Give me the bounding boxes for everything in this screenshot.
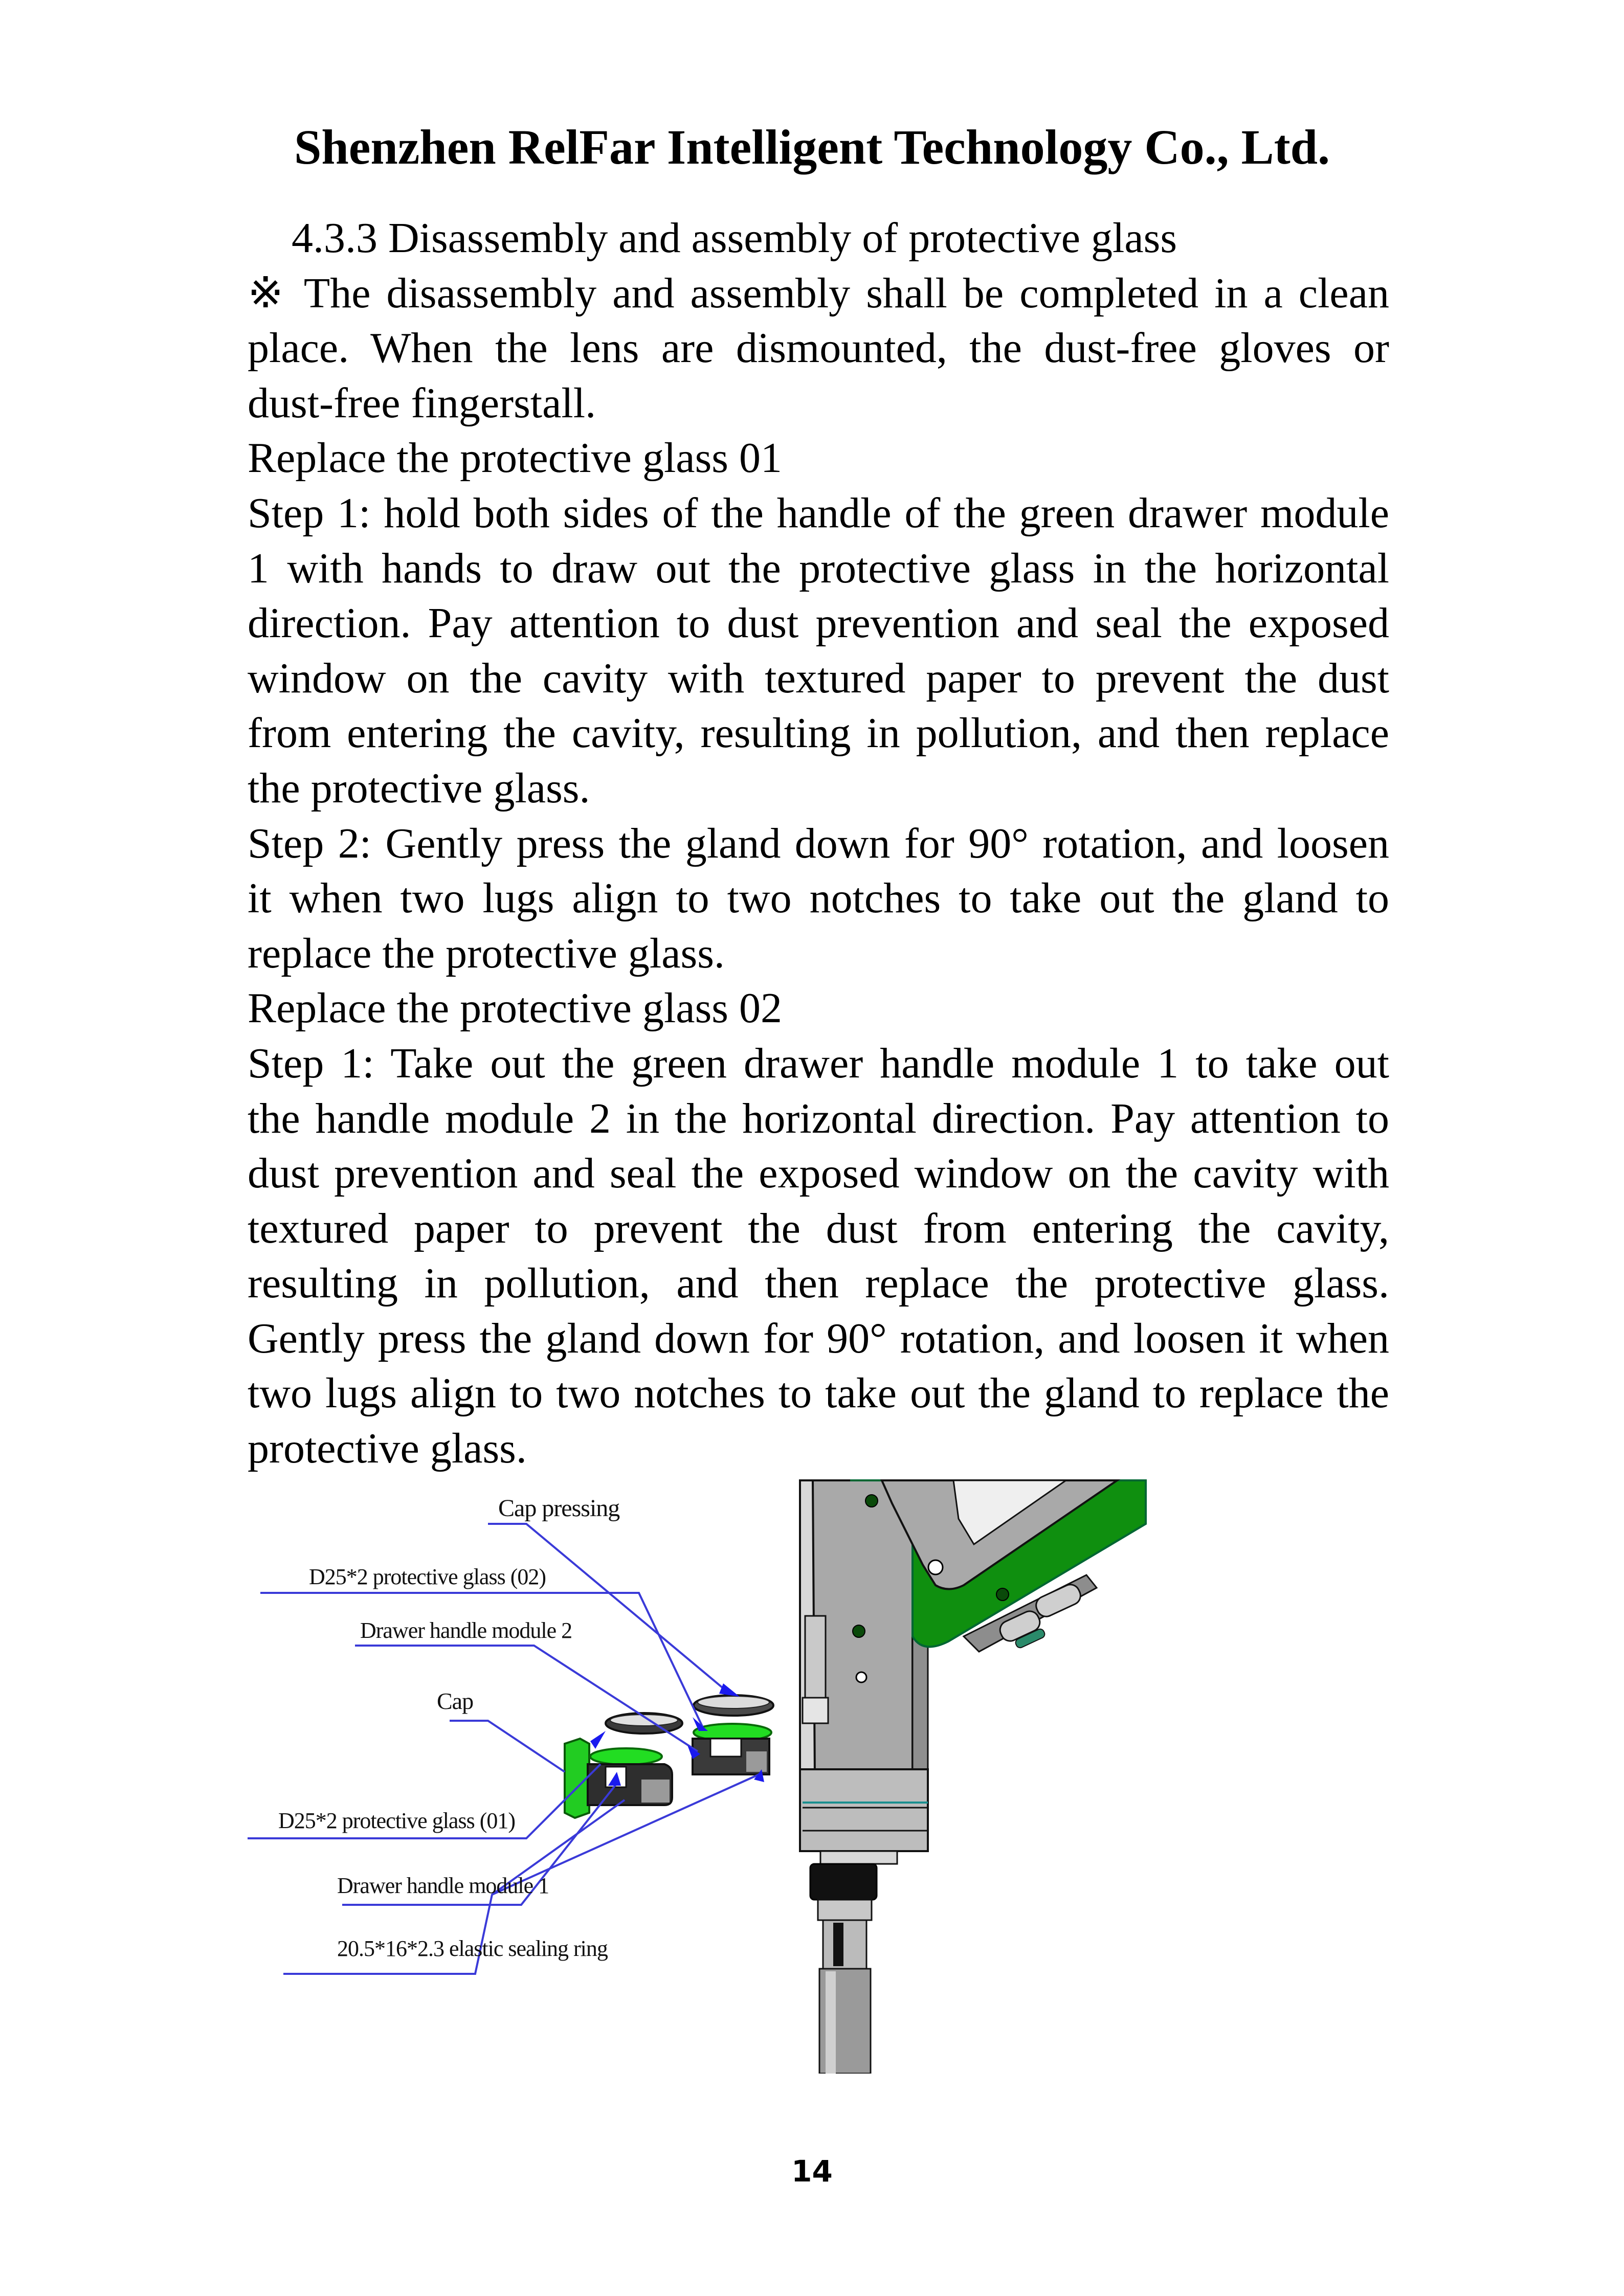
note-line: ※ The disassembly and assembly shall be completed in a clean <box>248 269 1389 317</box>
step-text: it when two lugs align to two notches to take out the gland to <box>248 874 1389 922</box>
subsection-title-glass-01: Replace the protective glass 01 <box>248 434 782 482</box>
step-text: direction. Pay attention to dust prevention and seal the exposed <box>248 599 1389 647</box>
step-text: protective glass. <box>248 1425 527 1473</box>
step-text: dust prevention and seal the exposed window on the cavity with <box>248 1150 1389 1198</box>
exploded-assembly-diagram <box>248 1473 1148 2074</box>
step-text: resulting in pollution, and then replace the protective glass. <box>248 1259 1389 1308</box>
step-text: from entering the cavity, resulting in pollution, and then replace <box>248 709 1389 757</box>
step-text: Step 1: hold both sides of the handle of the green drawer module <box>248 489 1389 537</box>
diagram-graphic <box>248 1473 1148 2074</box>
section-heading: 4.3.3 Disassembly and assembly of protective glass <box>292 214 1177 262</box>
label-drawer-module-1: Drawer handle module 1 <box>337 1873 549 1898</box>
page-number: 14 <box>791 2154 833 2189</box>
label-drawer-module-2: Drawer handle module 2 <box>360 1618 572 1643</box>
label-glass-01: D25*2 protective glass (01) <box>278 1808 515 1833</box>
step-text: textured paper to prevent the dust from entering the cavity, <box>248 1204 1389 1252</box>
step-text: replace the protective glass. <box>248 929 725 977</box>
step-text: two lugs align to two notches to take out the gland to replace the <box>248 1369 1389 1417</box>
label-cap: Cap <box>437 1688 474 1714</box>
step-text: Gently press the gland down for 90° rotation, and loosen it when <box>248 1314 1389 1362</box>
step-text: Step 2: Gently press the gland down for 90° rotation, and loosen <box>248 819 1389 867</box>
label-glass-02: D25*2 protective glass (02) <box>309 1564 546 1589</box>
company-header: Shenzhen RelFar Intelligent Technology Co., Ltd. <box>294 120 1330 174</box>
body-text <box>248 211 1389 1476</box>
step-text: 1 with hands to draw out the protective glass in the horizontal <box>248 544 1389 592</box>
note-line: place. When the lens are dismounted, the dust-free gloves or <box>248 324 1389 372</box>
exploded-parts <box>248 1524 773 1974</box>
label-sealing-ring: 20.5*16*2.3 elastic sealing ring <box>337 1936 608 1961</box>
step-text: the handle module 2 in the horizontal direction. Pay attention to <box>248 1094 1389 1142</box>
laser-head-illustration <box>800 1480 1146 2074</box>
step-text: the protective glass. <box>248 764 590 812</box>
subsection-title-glass-02: Replace the protective glass 02 <box>248 984 782 1032</box>
step-text: window on the cavity with textured paper to prevent the dust <box>248 654 1389 702</box>
label-cap-pressing: Cap pressing <box>498 1495 620 1522</box>
step-text: Step 1: Take out the green drawer handle module 1 to take out <box>248 1039 1389 1087</box>
note-line: dust-free fingerstall. <box>248 379 596 427</box>
